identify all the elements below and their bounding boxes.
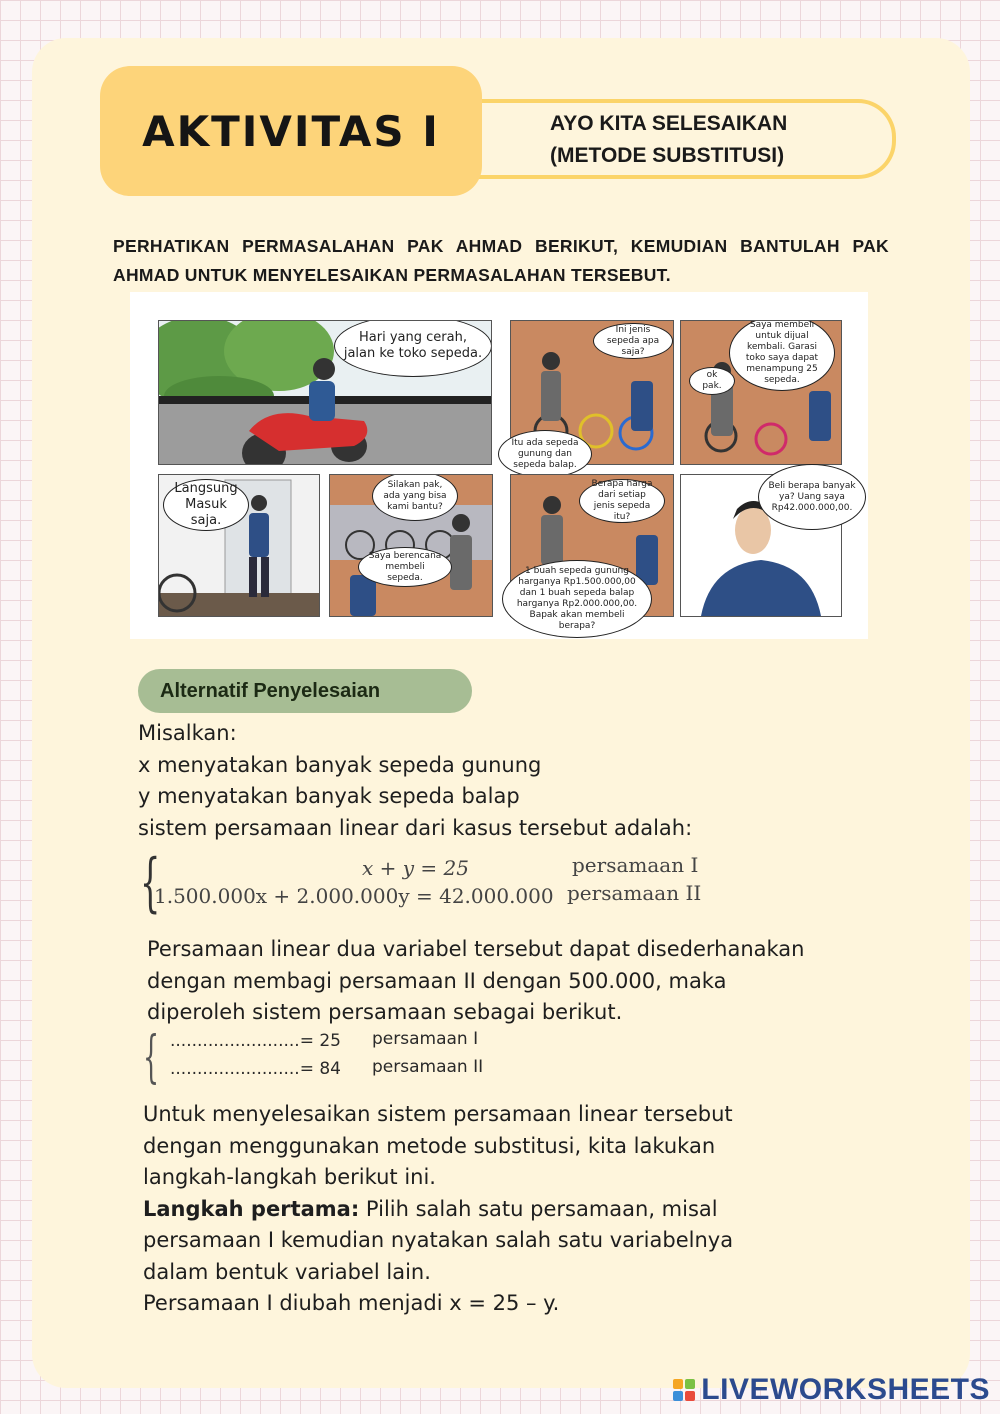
step-1-text: Pilih salah satu persamaan, misal (359, 1196, 718, 1221)
system-2-label2: persamaan II (372, 1057, 484, 1077)
step-1-title: Langkah pertama: (143, 1196, 360, 1221)
steps-line-1: Untuk menyelesaikan sistem persamaan linear tersebut (143, 1102, 733, 1126)
intro-instruction: PERHATIKAN PERMASALAHAN PAK AHMAD BERIKUT, KEMUDIAN BANTULAH PAK AHMAD UNTUK MENYELESAIKAN PERMASALAHAN TERSEBUT. (113, 236, 889, 285)
speech-bubble-price-answer: 1 buah sepeda gunung harganya Rp1.500.000,00 dan 1 buah sepeda balap harganya Rp2.000.000,00. Bapak akan membeli berapa? (502, 560, 652, 638)
let-line-3: y menyatakan banyak sepeda balap (138, 784, 520, 808)
simplify-line-2: dengan membagi persamaan II dengan 500.000, maka (147, 968, 727, 993)
system-1-label1: persamaan I (572, 853, 699, 877)
steps-paragraph (143, 1099, 863, 1320)
system-1-eq1: x + y = 25 (362, 856, 469, 880)
step-1-line (143, 1194, 863, 1226)
system-2-eq2: ........................= 84 (170, 1059, 341, 1079)
activity-title: AKTIVITAS I (142, 106, 440, 156)
steps-line-2: dengan menggunakan metode substitusi, kita lakukan (143, 1133, 716, 1158)
let-line-1: Misalkan: (138, 721, 237, 745)
step-1-line-4: Persamaan I diubah menjadi x = 25 – y. (143, 1291, 560, 1315)
comic-panel-ride (158, 320, 492, 465)
activity-subtitle (550, 108, 870, 172)
system-1-label2: persamaan II (567, 881, 702, 905)
step-1-line-2: persamaan I kemudian nyatakan salah satu variabelnya (143, 1228, 734, 1252)
speech-bubble-enter: Langsung Masuk saja. (163, 479, 249, 531)
speech-bubble-help: Silakan pak, ada yang bisa kami bantu? (372, 474, 458, 521)
liveworksheets-brand: LIVEWORKSHEETS (701, 1373, 990, 1406)
step-1-line-3: dalam bentuk variabel lain. (143, 1259, 431, 1284)
system-2-eq1: ........................= 25 (170, 1031, 341, 1051)
comic-panel-shop (329, 474, 493, 617)
speech-bubble-garage: Saya membeli untuk dijual kembali. Garasi toko saya dapat menampung 25 sepeda. (729, 320, 835, 391)
simplify-line-3: diperoleh sistem persamaan sebagai berikut. (147, 1000, 623, 1024)
speech-bubble-think: Beli berapa banyak ya? Uang saya Rp42.000.000,00. (758, 464, 866, 530)
liveworksheets-logo-icon (673, 1379, 695, 1401)
let-line-4: sistem persamaan linear dari kasus tersebut adalah: (138, 815, 693, 840)
let-block (138, 718, 858, 844)
speech-bubble-price-question: Berapa harga dari setiap jenis sepeda itu? (579, 479, 665, 523)
speech-bubble-types: Itu ada sepeda gunung dan sepeda balap. (498, 430, 592, 478)
system-2-brace: { (143, 1025, 160, 1090)
simplify-line-1: Persamaan linear dua variabel tersebut dapat disederhanakan (147, 937, 805, 961)
steps-line-3: langkah-langkah berikut ini. (143, 1165, 436, 1189)
speech-bubble-ride: Hari yang cerah, jalan ke toko sepeda. (334, 320, 492, 377)
solution-label: Alternatif Penyelesaian (138, 669, 472, 713)
simplify-paragraph (147, 934, 907, 1029)
subtitle-line-1: AYO KITA SELESAIKAN (550, 112, 788, 135)
let-line-2: x menyatakan banyak sepeda gunung (138, 752, 542, 777)
liveworksheets-logo (673, 1372, 990, 1408)
subtitle-line-2: (METODE SUBSTITUSI) (550, 144, 785, 167)
speech-bubble-ok: ok pak. (689, 367, 735, 395)
speech-bubble-kinds: Ini jenis sepeda apa saja? (593, 323, 673, 359)
comic-panel-enter (158, 474, 320, 617)
activity-title-box (100, 66, 482, 196)
system-1-brace: { (140, 846, 161, 920)
speech-bubble-plan: Saya berencana membeli sepeda. (358, 547, 452, 587)
system-2-label1: persamaan I (372, 1029, 479, 1049)
comic-panel-ok (680, 320, 842, 465)
comic-strip (130, 292, 868, 639)
system-1-eq2: 1.500.000x + 2.000.000y = 42.000.000 (154, 884, 554, 908)
